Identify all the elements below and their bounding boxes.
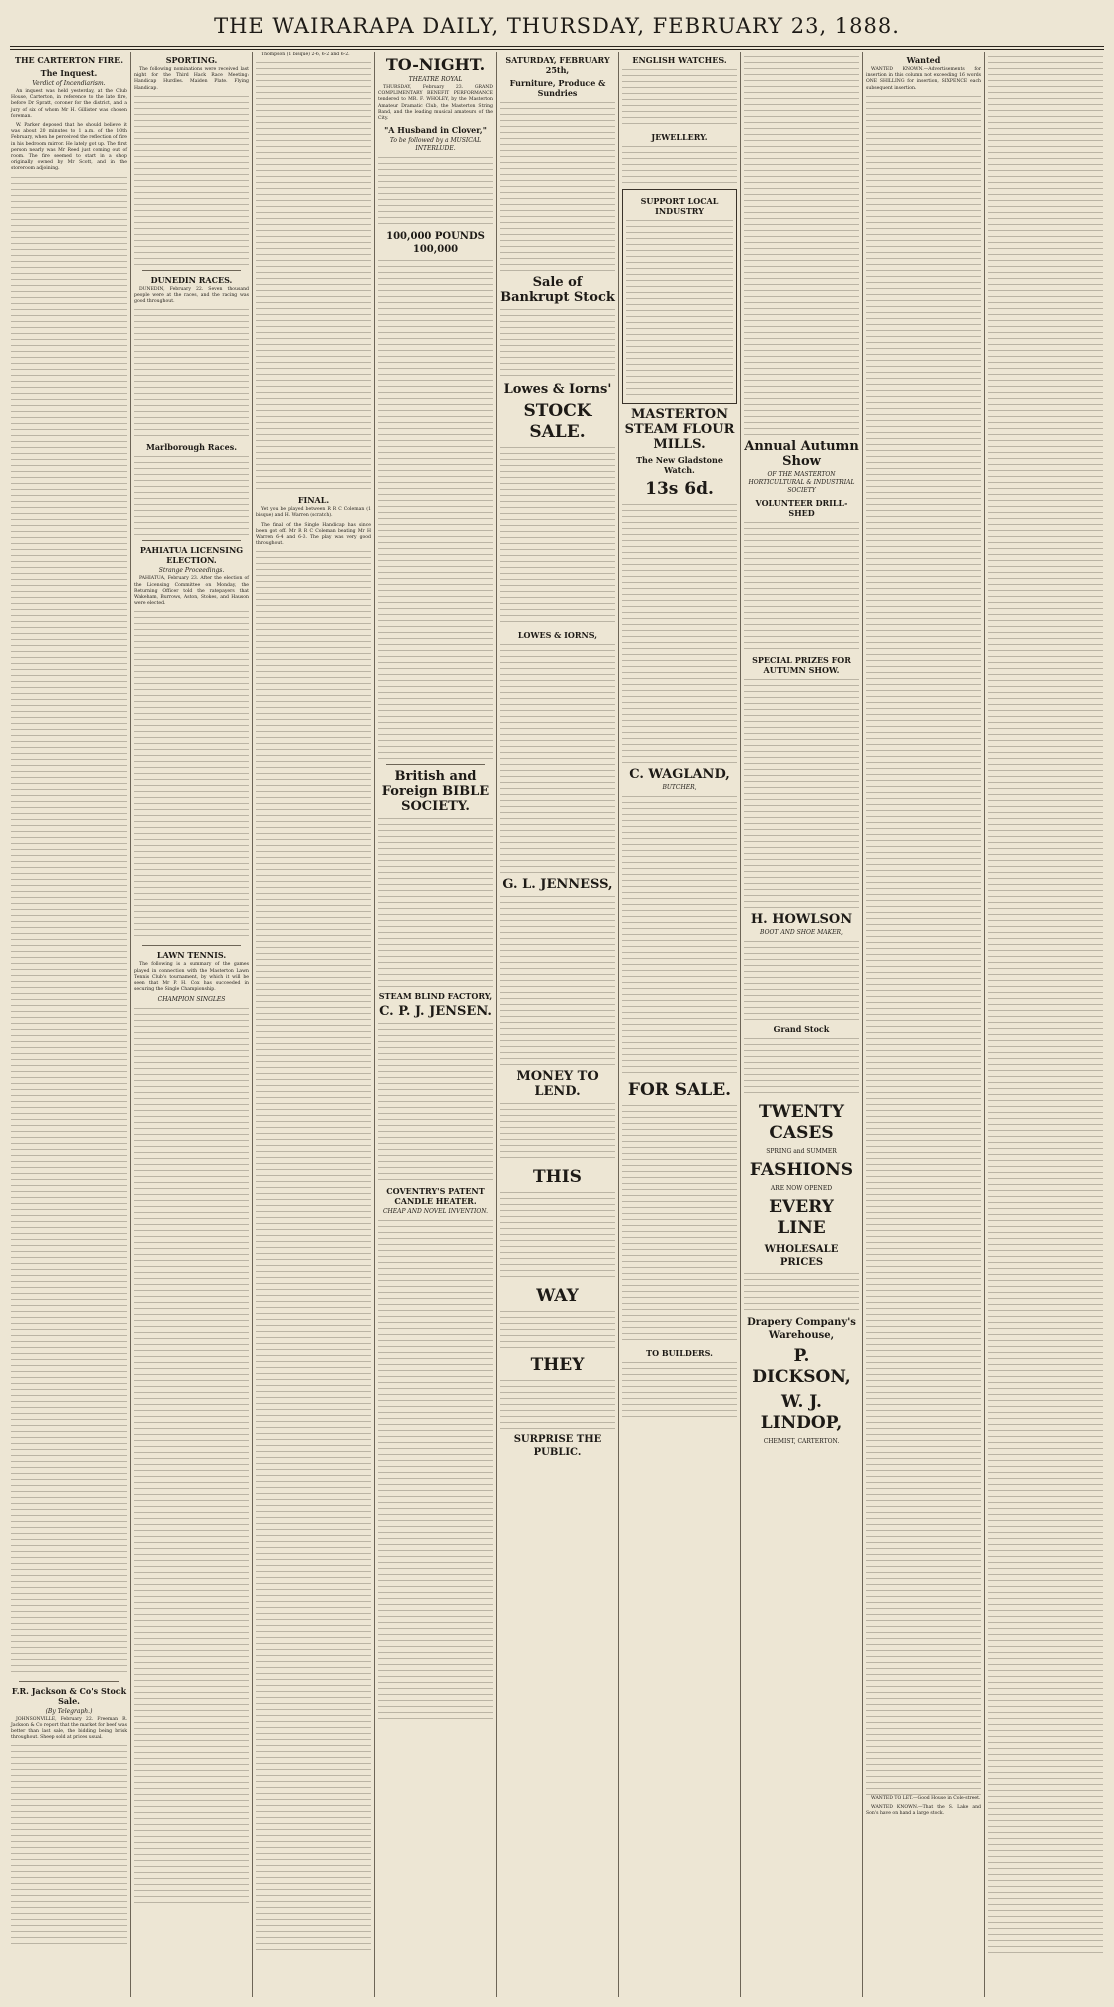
body-text-block (622, 1362, 737, 1422)
body-text-block (744, 56, 859, 436)
ad-small-line: SPRING and SUMMER (766, 1148, 837, 1155)
column-2 (130, 52, 252, 1997)
body-text-block (11, 1745, 127, 1945)
article-headline: FINAL. (297, 495, 330, 506)
ad-subhead: To be followed by a MUSICAL INTERLUDE. (389, 137, 482, 153)
ad-small-line: CHEMIST, CARTERTON. (763, 1438, 840, 1445)
ad-display-line: Drapery Company's Warehouse, (747, 1317, 856, 1341)
masthead-rule-2 (10, 49, 1104, 50)
ad-display-line: TWENTY CASES (758, 1102, 845, 1143)
ad-subhead: THEATRE ROYAL (408, 76, 463, 83)
column-5 (496, 52, 618, 1997)
article-deck: Verdict of Incendiarism. (32, 80, 106, 87)
body-text-block (626, 220, 733, 400)
ad-box (622, 189, 737, 404)
body-text-block (134, 1008, 249, 1908)
body-text-block (378, 1023, 493, 1183)
article-paragraph: Thompson (1 bisque) 2-6, 6-2 and 6-2. (261, 52, 350, 57)
article-subhead: The Inquest. (40, 68, 98, 78)
ad-subhead: BOOT AND SHOE MAKER, (760, 929, 843, 936)
ad-subhead: OF THE MASTERTON HORTICULTURAL & INDUSTRIAL SOCIETY (748, 471, 855, 494)
ad-display-line: FOR SALE. (627, 1080, 732, 1100)
body-text-block (744, 1038, 859, 1098)
column-3 (252, 52, 374, 1997)
ad-display-line: WHOLESALE PRICES (764, 1244, 839, 1268)
body-text-block (134, 309, 249, 439)
classified-ad: WANTED KNOWN.—That the S. Lake and Son's have on hand a large stock. (866, 1805, 981, 1817)
body-text-block (622, 504, 737, 764)
ad-display-line: 13s 6d. (645, 479, 714, 499)
ad-headline: British and Foreign BIBLE SOCIETY. (381, 769, 490, 815)
column-6 (618, 52, 740, 1997)
body-text-block (11, 177, 127, 1677)
ad-headline: MONEY TO LEND. (516, 1069, 599, 1099)
ad-display-line: STOCK SALE. (523, 401, 592, 442)
divider (386, 764, 485, 765)
ad-headline: G. L. JENNESS, (502, 877, 613, 892)
ad-headline: H. HOWLSON (750, 912, 853, 927)
column-grid (8, 52, 1106, 1997)
column-1 (8, 52, 130, 1997)
body-text-block (744, 1273, 859, 1313)
ad-headline: SUPPORT LOCAL INDUSTRY (640, 196, 719, 216)
ad-headline: C. WAGLAND, (629, 767, 730, 782)
ad-display-line: EVERY LINE (769, 1197, 834, 1238)
ad-headline: MASTERTON STEAM FLOUR MILLS. (624, 407, 735, 452)
body-text-block (622, 69, 737, 129)
body-text-block (500, 896, 615, 1066)
column-8 (862, 52, 984, 1997)
classified-ad: WANTED KNOWN.—Advertisements for insertion in this column not exceeding 16 words ONE SHILLING for insertion, SIXPENCE each subsequent insertion. (866, 67, 981, 91)
body-text-block (500, 1192, 615, 1282)
ad-headline: Annual Autumn Show (744, 439, 859, 469)
column-7 (740, 52, 862, 1997)
divider (142, 540, 241, 541)
ad-headline: VOLUNTEER DRILL-SHED (755, 498, 848, 518)
body-text-block (500, 309, 615, 379)
body-text-block (256, 62, 371, 492)
ad-display-line: THIS (533, 1167, 582, 1187)
article-headline: PAHIATUA LICENSING ELECTION. (139, 545, 244, 566)
body-text-block (256, 551, 371, 1951)
classified-ads-block (988, 56, 1103, 1956)
column-9 (984, 52, 1106, 1997)
masthead-title: THE WAIRARAPA DAILY, THURSDAY, FEBRUARY 23, 1888. (214, 14, 900, 38)
body-text-block (622, 1105, 737, 1345)
ad-display-line: SURPRISE THE PUBLIC. (513, 1434, 602, 1458)
article-paragraph: W. Parker deposed that he should believe it was about 20 minutes to 1 a.m. of the 10th February, when he perceived the reflection of fire in his bedroom mirror. He lately got up. The first person nearly was Mr Reed just coming out of room. The fire seemed to start in a shop originally owned by Mr Scott, and in the storeroom adjoining. (11, 123, 127, 172)
ad-subhead: BUTCHER, (662, 784, 697, 791)
ad-subhead: CHEAP AND NOVEL INVENTION. (382, 1208, 489, 1216)
article-deck: Strange Proceedings. (158, 567, 225, 575)
body-text-block (500, 102, 615, 272)
article-headline: LAWN TENNIS. (156, 950, 227, 961)
ad-headline: Lowes & Iorns' (503, 382, 612, 397)
body-text-block (378, 260, 493, 760)
body-text-block (500, 1103, 615, 1163)
classified-ad: WANTED TO LET.—Good House in Cole-street. (871, 1795, 981, 1801)
ad-display-line: P. DICKSON, (752, 1346, 851, 1387)
column-4 (374, 52, 496, 1997)
article-paragraph: Yet you be played between R R C Coleman (1 bisque) and H. Warren (scratch). (256, 507, 371, 519)
article-headline: DUNEDIN RACES. (150, 274, 233, 285)
body-text-block (134, 456, 249, 536)
ad-headline: The New Gladstone Watch. (636, 455, 723, 475)
ad-text: THURSDAY, February 23. GRAND COMPLIMENTARY BENEFIT PERFORMANCE tendered to MR. F. WHOLEY, by the Masterton Amateur Dramatic Club, the Masterton String Band, and the leading musical amateurs of the City. (378, 85, 493, 122)
body-text-block (378, 157, 493, 227)
ad-headline: JEWELLERY. (651, 132, 708, 142)
body-text-block (134, 611, 249, 941)
ad-headline: ENGLISH WATCHES. (632, 55, 727, 65)
ad-display-line: WAY (536, 1286, 579, 1306)
body-text-block (500, 644, 615, 874)
article-paragraph: An inquest was held yesterday, at the Club House, Carterton, in reference to the late fire, before Dr Spratt, coroner for the district, and a jury of six of whom Mr H. Gillister was chosen foreman. (11, 89, 127, 119)
ad-headline: SPECIAL PRIZES FOR AUTUMN SHOW. (752, 655, 851, 675)
article-paragraph: PAHIATUA, February 23. After the election of the Licensing Committee on Monday, the Returning Officer told the ratepayers that Wakeham, Burrows, Aston, Stokes, and Hauson were elected. (134, 576, 249, 607)
body-text-block (744, 679, 859, 909)
ad-headline: "A Husband in Clover," (384, 125, 487, 136)
body-text-block (622, 146, 737, 186)
ad-headline: COVENTRY'S PATENT CANDLE HEATER. (386, 1186, 485, 1207)
article-paragraph: The following nominations were received last night for the Third Hack Race Meeting: Handicap Hurdles. Maiden Plate. Flying Handicap. (134, 67, 249, 91)
body-text-block (378, 1220, 493, 1720)
ad-headline: Sale of Bankrupt Stock (500, 275, 615, 305)
article-deck: (By Telegraph.) (45, 1707, 93, 1715)
ad-headline: TO-NIGHT. (385, 55, 486, 74)
article-headline: Marlborough Races. (145, 442, 238, 453)
masthead-rule (10, 46, 1104, 47)
body-text-block (500, 1311, 615, 1351)
body-text-block (500, 447, 615, 627)
divider (142, 945, 241, 946)
ad-headline: C. P. J. JENSEN. (379, 1004, 492, 1020)
ad-headline: TO BUILDERS. (646, 1348, 713, 1358)
body-text-block (744, 941, 859, 1021)
ad-display-line: FASHIONS (749, 1160, 854, 1180)
divider (142, 270, 241, 271)
ad-small-line: ARE NOW OPENED (770, 1185, 833, 1192)
ad-display-line: 100,000 POUNDS 100,000 (386, 231, 485, 256)
article-paragraph: The following is a summary of the games played in connection with the Masterton Lawn Tennis Club's tournament, by which it will be seen that Mr P. H. Cox has succeeded in securing the Single Championship. (134, 962, 249, 993)
article-paragraph: The final of the Single Handicap has since been got off. Mr R R C Coleman beating Mr H Warren 6-4 and 6-3. The play was very good throughout. (256, 522, 371, 547)
ad-headline: SATURDAY, FEBRUARY 25th, (505, 55, 610, 75)
article-paragraph: DUNEDIN, February 22. Seven thousand people were at the races, and the racing was good throughout. (134, 286, 249, 305)
article-paragraph: JOHNSONVILLE, February 22. Freeman R. Jackson & Co report that the market for beef was better than last sale, the bidding being brisk throughout. Sheep sold at prices usual. (11, 1716, 127, 1741)
body-text-block (378, 818, 493, 988)
article-headline: THE CARTERTON FIRE. (14, 55, 123, 65)
body-text-block (134, 96, 249, 266)
ad-display-line: THEY (530, 1355, 585, 1375)
ad-headline: LOWES & IORNS, (517, 630, 598, 640)
ad-display-line: W. J. LINDOP, (760, 1392, 843, 1433)
ad-headline: Furniture, Produce & Sundries (509, 78, 606, 98)
ad-headline: STEAM BLIND FACTORY, (378, 991, 493, 1002)
classified-ads-block (866, 96, 981, 1796)
column-heading: Wanted (906, 55, 941, 65)
article-deck: CHAMPION SINGLES (157, 996, 226, 1004)
body-text-block (622, 796, 737, 1076)
body-text-block (500, 1380, 615, 1430)
divider (19, 1681, 119, 1682)
ad-headline: Grand Stock (773, 1024, 830, 1034)
body-text-block (744, 522, 859, 652)
article-headline: F.R. Jackson & Co's Stock Sale. (11, 1685, 127, 1706)
article-headline: SPORTING. (165, 55, 218, 65)
